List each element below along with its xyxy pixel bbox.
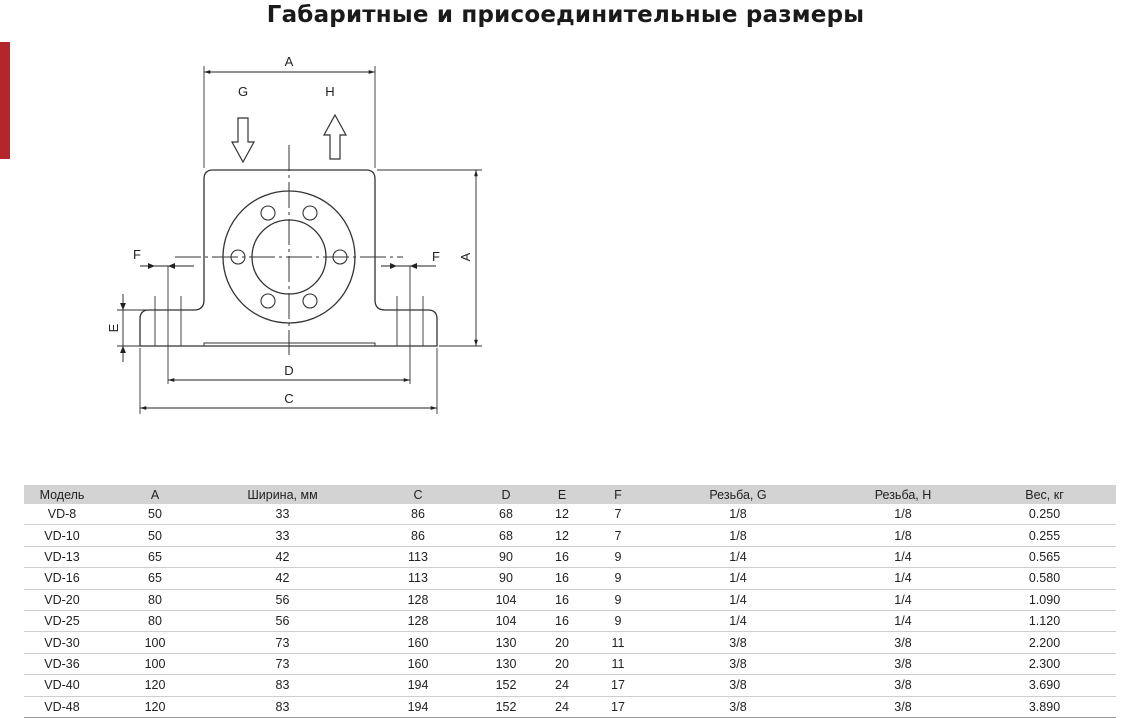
table-cell: 1.120 (973, 610, 1116, 631)
table-cell: 100 (100, 653, 210, 674)
dim-label-d: D (284, 363, 294, 378)
table-cell: 120 (100, 696, 210, 717)
table-cell: 0.250 (973, 504, 1116, 525)
table-cell: VD-36 (24, 653, 100, 674)
table-row (24, 546, 1116, 567)
table-row (24, 653, 1116, 674)
table-cell: 73 (210, 632, 355, 653)
bolt-hole (261, 294, 275, 308)
table-cell: 9 (593, 610, 643, 631)
column-header: D (481, 485, 531, 504)
table-cell: 24 (531, 675, 593, 696)
dim-label-f-left: F (133, 247, 141, 262)
table-cell: 3/8 (833, 653, 973, 674)
table-cell: 0.580 (973, 568, 1116, 589)
table-cell: 2.200 (973, 632, 1116, 653)
table-cell: VD-40 (24, 675, 100, 696)
label-g: G (237, 84, 249, 99)
table-cell: 1/4 (643, 568, 833, 589)
table-cell: 80 (100, 610, 210, 631)
table-cell: 80 (100, 589, 210, 610)
table-cell: 1/8 (643, 504, 833, 525)
table-cell: 3/8 (833, 675, 973, 696)
table-cell: 9 (593, 546, 643, 567)
table-cell: 16 (531, 546, 593, 567)
table-cell: 3/8 (833, 632, 973, 653)
table-cell: 128 (355, 610, 481, 631)
table-cell: 1/4 (643, 589, 833, 610)
column-header: Резьба, H (833, 485, 973, 504)
table-cell: 42 (210, 568, 355, 589)
table-cell: 1/4 (833, 546, 973, 567)
table-row (24, 632, 1116, 653)
table-cell: 3/8 (833, 696, 973, 717)
table-cell: 1.090 (973, 589, 1116, 610)
table-cell: 194 (355, 675, 481, 696)
vibrator-outline-svg (100, 55, 500, 420)
table-cell: 16 (531, 568, 593, 589)
page-title: Габаритные и присоединительные размеры (266, 2, 865, 28)
table-cell: 1/8 (833, 504, 973, 525)
table-cell: 7 (593, 525, 643, 546)
table-cell: 113 (355, 546, 481, 567)
outlet-arrow-up (324, 115, 346, 159)
table-cell: 12 (531, 525, 593, 546)
column-header: C (355, 485, 481, 504)
table-cell: VD-25 (24, 610, 100, 631)
table-cell: 1/8 (833, 525, 973, 546)
table-cell: 0.565 (973, 546, 1116, 567)
table-cell: 1/4 (643, 610, 833, 631)
table-cell: VD-48 (24, 696, 100, 717)
table-cell: 11 (593, 632, 643, 653)
column-header: Вес, кг (973, 485, 1116, 504)
table-cell: 3/8 (643, 632, 833, 653)
table-cell: 65 (100, 546, 210, 567)
table-row (24, 610, 1116, 631)
table-header-row (24, 485, 1116, 504)
bolt-hole (261, 206, 275, 220)
table-row (24, 589, 1116, 610)
label-h: H (325, 84, 335, 99)
table-cell: 152 (481, 696, 531, 717)
table-cell: 160 (355, 632, 481, 653)
table-cell: 68 (481, 504, 531, 525)
table-cell: 86 (355, 525, 481, 546)
table-cell: 9 (593, 568, 643, 589)
table-cell: 90 (481, 568, 531, 589)
table-cell: 128 (355, 589, 481, 610)
table-cell: 56 (210, 610, 355, 631)
table-cell: 65 (100, 568, 210, 589)
table-cell: 130 (481, 632, 531, 653)
table-cell: VD-30 (24, 632, 100, 653)
table-cell: 11 (593, 653, 643, 674)
table-cell: 7 (593, 504, 643, 525)
table-cell: VD-20 (24, 589, 100, 610)
table-cell: 73 (210, 653, 355, 674)
table-cell: 113 (355, 568, 481, 589)
table-cell: 50 (100, 504, 210, 525)
dim-label-a-right: A (458, 252, 473, 262)
specifications-table (24, 485, 1116, 718)
table-cell: 16 (531, 589, 593, 610)
bolt-hole (303, 206, 317, 220)
table-cell: 104 (481, 610, 531, 631)
table-cell: 56 (210, 589, 355, 610)
column-header: E (531, 485, 593, 504)
table-cell: VD-10 (24, 525, 100, 546)
table-cell: 3.890 (973, 696, 1116, 717)
table-cell: 3/8 (643, 696, 833, 717)
table-cell: 160 (355, 653, 481, 674)
table-cell: 120 (100, 675, 210, 696)
table-cell: 42 (210, 546, 355, 567)
table-row (24, 568, 1116, 589)
table-cell: 1/8 (643, 525, 833, 546)
table-cell: 1/4 (643, 546, 833, 567)
table-cell: VD-13 (24, 546, 100, 567)
table-cell: 50 (100, 525, 210, 546)
table-cell: 17 (593, 675, 643, 696)
table-cell: 2.300 (973, 653, 1116, 674)
column-header: A (100, 485, 210, 504)
bolt-hole (303, 294, 317, 308)
table-cell: 17 (593, 696, 643, 717)
table-cell: 33 (210, 525, 355, 546)
table-cell: 68 (481, 525, 531, 546)
dim-label-e: E (106, 323, 121, 333)
table-cell: 83 (210, 675, 355, 696)
table-cell: 194 (355, 696, 481, 717)
table-cell: 16 (531, 610, 593, 631)
column-header: F (593, 485, 643, 504)
dim-label-a-top: A (284, 55, 294, 69)
table-cell: 130 (481, 653, 531, 674)
table-row (24, 525, 1116, 546)
table-row (24, 675, 1116, 696)
inlet-arrow-down (232, 118, 254, 162)
column-header: Модель (24, 485, 100, 504)
table-cell: 1/4 (833, 589, 973, 610)
table-cell: 152 (481, 675, 531, 696)
table-cell: 0.255 (973, 525, 1116, 546)
dim-label-f-right: F (432, 249, 440, 264)
table-row (24, 696, 1116, 717)
table-row (24, 504, 1116, 525)
table-cell: 83 (210, 696, 355, 717)
table-cell: 3/8 (643, 653, 833, 674)
table-cell: 33 (210, 504, 355, 525)
table-cell: 3/8 (643, 675, 833, 696)
table-cell: 12 (531, 504, 593, 525)
table-cell: 3.690 (973, 675, 1116, 696)
table-cell: 86 (355, 504, 481, 525)
column-header: Резьба, G (643, 485, 833, 504)
table-cell: 9 (593, 589, 643, 610)
table-cell: 24 (531, 696, 593, 717)
column-header: Ширина, мм (210, 485, 355, 504)
accent-bar (0, 42, 10, 159)
table-cell: 20 (531, 653, 593, 674)
dim-label-c: C (284, 391, 294, 406)
table-cell: 90 (481, 546, 531, 567)
table-cell: 1/4 (833, 610, 973, 631)
table-cell: VD-16 (24, 568, 100, 589)
table-cell: 100 (100, 632, 210, 653)
table-cell: 20 (531, 632, 593, 653)
table-body (24, 504, 1116, 717)
dimension-drawing (100, 55, 500, 420)
table-cell: 1/4 (833, 568, 973, 589)
table-cell: 104 (481, 589, 531, 610)
table-cell: VD-8 (24, 504, 100, 525)
